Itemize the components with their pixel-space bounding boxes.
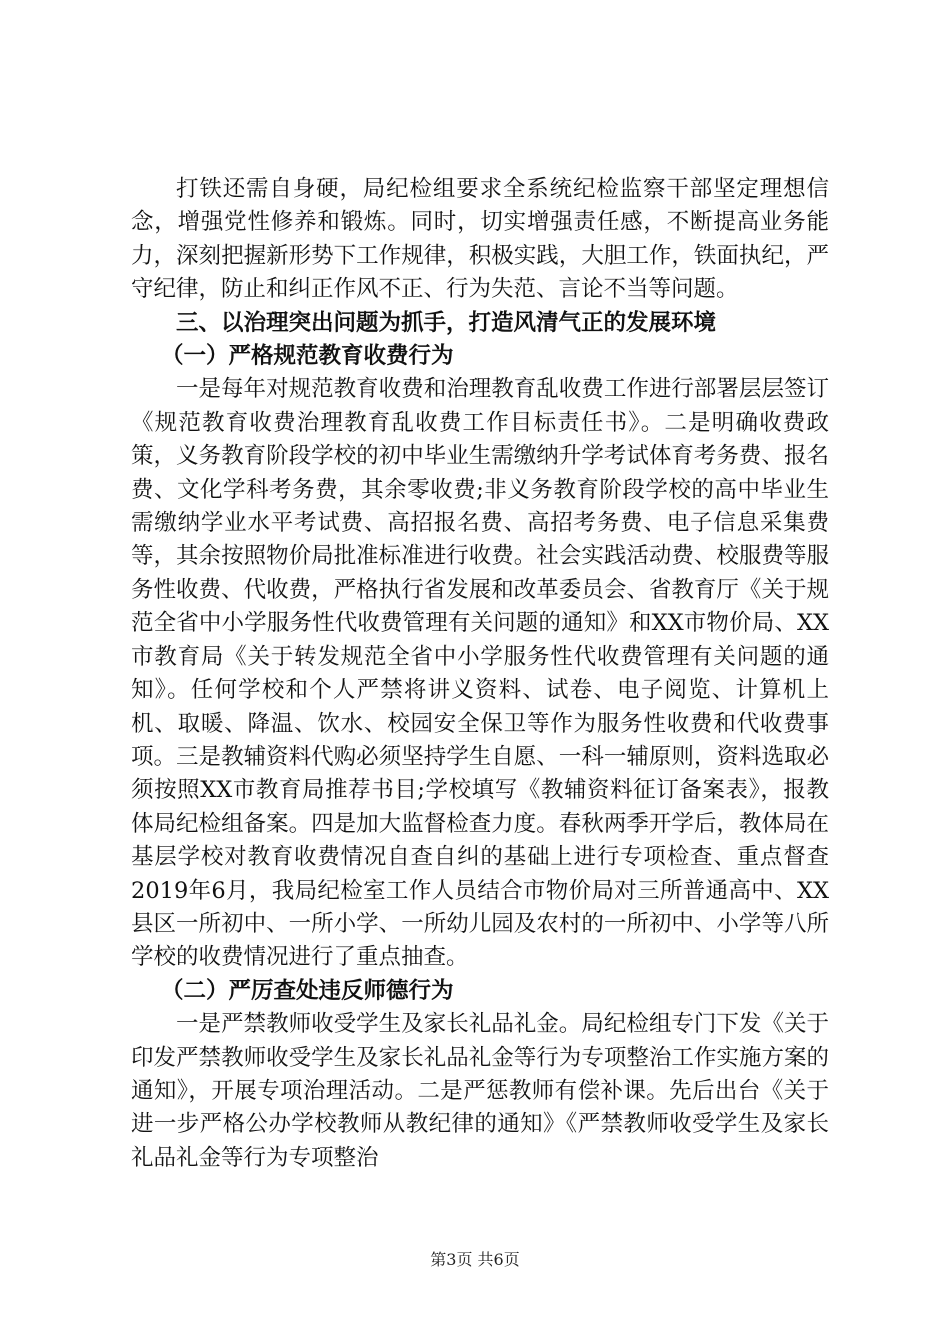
paragraph-education-fees: 一是每年对规范教育收费和治理教育乱收费工作进行部署层层签订《规范教育收费治理教育乱收费工作目标责任书》。二是明确收费政策，义务教育阶段学校的初中毕业生需缴纳升学考试体育考务费、报名费、文化学科考务费，其余零收费;非义务教育阶段学校的高中毕业生需缴纳学业水平考试费、高招报名费、高招考务费、电子信息采集费等，其余按照物价局批准标准进行收费。社会实践活动费、校服费等服务性收费、代收费，严格执行省发展和改革委员会、省教育厅《关于规范全省中小学服务性代收费管理有关问题的通知》和XX市物价局、XX市教育局《关于转发规范全省中小学服务性代收费管理有关问题的通知》。任何学校和个人严禁将讲义资料、试卷、电子阅览、计算机上机、取暖、降温、饮水、校园安全保卫等作为服务性收费和代收费事项。三是教辅资料代购必须坚持学生自愿、一科一辅原则，资料选取必须按照XX市教育局推荐书目;学校填写《教辅资料征订备案表》，报教体局纪检组备案。四是加大监督检查力度。春秋两季开学后，教体局在基层学校对教育收费情况自查自纠的基础上进行专项检查、重点督查2019年6月，我局纪检室工作人员结合市物价局对三所普通高中、XX县区一所初中、一所小学、一所幼儿园及农村的一所初中、小学等八所学校的收费情况进行了重点抽查。: [131, 376, 829, 971]
paragraph-teacher-ethics: 一是严禁教师收受学生及家长礼品礼金。局纪检组专门下发《关于印发严禁教师收受学生及家长礼品礼金等行为专项整治工作实施方案的通知》，开展专项治理活动。二是严惩教师有偿补课。先后出台《关于进一步严格公办学校教师从教纪律的通知》《严禁教师收受学生及家长礼品礼金等行为专项整治: [131, 1011, 829, 1171]
paragraph-discipline: 打铁还需自身硬，局纪检组要求全系统纪检监察干部坚定理想信念，增强党性修养和锻炼。同时，切实增强责任感，不断提高业务能力，深刻把握新形势下工作规律，积极实践，大胆工作，铁面执纪，严守纪律，防止和纠正作风不正、行为失范、言论不当等问题。: [131, 176, 829, 303]
subsection-heading-1: （一）严格规范教育收费行为: [161, 343, 454, 370]
subsection-heading-2: （二）严厉查处违反师德行为: [161, 977, 454, 1004]
page-footer: 第3页 共6页: [430, 1250, 520, 1269]
section-heading-3: 三、以治理突出问题为抓手，打造风清气正的发展环境: [176, 309, 717, 336]
document-body: [131, 173, 829, 1175]
